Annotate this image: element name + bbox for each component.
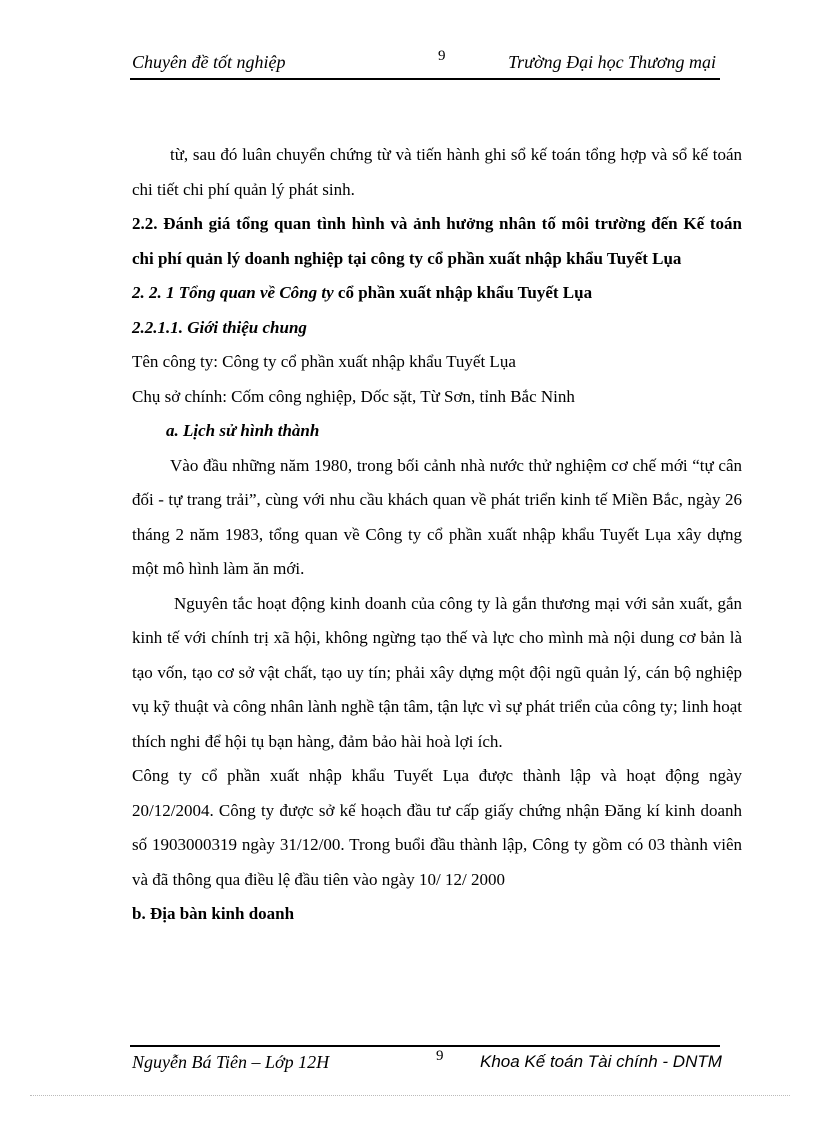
subheading-business-area: b. Địa bàn kinh doanh	[132, 904, 295, 923]
page-boundary-line	[30, 1095, 790, 1096]
footer-page-number: 9	[436, 1048, 444, 1064]
heading-2-2-1-1: 2.2.1.1. Giới thiệu chung	[132, 317, 307, 337]
heading-2-2-1-rest: cổ phần xuất nhập khẩu Tuyết Lụa	[333, 283, 593, 302]
page-footer	[130, 1048, 730, 1076]
heading-2-2-1	[132, 276, 742, 311]
paragraph-intro: từ, sau đó luân chuyển chứng từ và tiến hành ghi sổ kế toán tổng hợp và sổ kế toán chi tiết chi phí quản lý phát sinh.	[132, 145, 742, 199]
company-name-line: Tên công ty: Công ty cổ phần xuất nhập khẩu Tuyết Lụa	[132, 352, 516, 371]
subheading-history: a. Lịch sử hình thành	[166, 421, 320, 440]
footer-faculty: Khoa Kế toán Tài chính - DNTM	[480, 1052, 722, 1071]
paragraph-founded: Công ty cổ phần xuất nhập khẩu Tuyết Lụa được thành lập và hoạt động ngày 20/12/2004. Công ty được sở kế hoạch đầu tư cấp giấy chứng nhận Đăng kí kinh doanh số 1903000319 ngày 31/12/00. Trong buổi đầu thành lập, Công ty gồm có 03 thành viên và đã thông qua điều lệ đầu tiên vào ngày 10/ 12/ 2000	[132, 766, 742, 889]
head-office-line: Chụ sở chính: Cốm công nghiệp, Dốc sặt, Từ Sơn, tỉnh Bắc Ninh	[132, 386, 575, 406]
paragraph-principle: Nguyên tắc hoạt động kinh doanh của công ty là gắn thương mại với sản xuất, gắn kinh tế với chính trị xã hội, không ngừng tạo thế và lực cho mình mà nội dung cơ bản là tạo vốn, tạo cơ sở vật chất, tạo uy tín; phải xây dựng một đội ngũ quản lý, cán bộ nghiệp vụ kỹ thuật và công nhân lành nghề tận tâm, tận lực vì sự phát triển của công ty; linh hoạt thích nghi để hội tụ bạn hàng, đảm bảo hài hoà lợi ích.	[132, 593, 742, 751]
header-thesis-title: Chuyên đề tốt nghiệp	[132, 52, 286, 72]
header-page-number: 9	[438, 48, 446, 64]
header-university: Trường Đại học Thương mại	[508, 52, 716, 72]
footer-author: Nguyễn Bá Tiên – Lớp 12H	[132, 1052, 330, 1072]
paragraph-history: Vào đầu những năm 1980, trong bối cảnh nhà nước thử nghiệm cơ chế mới “tự cân đối - tự trang trải”, cùng với nhu cầu khách quan về phát triển kinh tế Miền Bắc, ngày 26 tháng 2 năm 1983, tổng quan về Công ty cổ phần xuất nhập khẩu Tuyết Lụa xây dựng một mô hình làm ăn mới.	[132, 455, 742, 578]
page-header	[130, 50, 720, 78]
page-body	[132, 138, 742, 932]
heading-2-2: 2.2. Đánh giá tổng quan tình hình và ảnh hưởng nhân tố môi trường đến Kế toán chi phí quản lý doanh nghiệp tại công ty cổ phần xuất nhập khẩu Tuyết Lụa	[132, 214, 742, 268]
footer-rule	[130, 1045, 720, 1047]
header-rule	[130, 78, 720, 80]
heading-2-2-1-italic: 2. 2. 1 Tổng quan về Công ty	[132, 283, 334, 302]
